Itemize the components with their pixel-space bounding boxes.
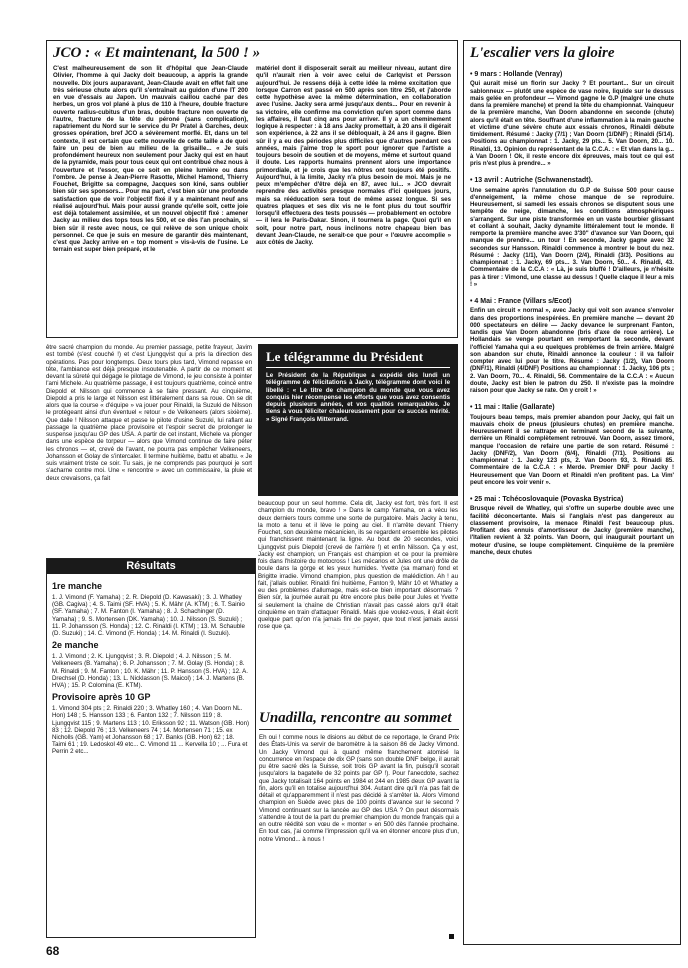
telegramme-title: Le télégramme du Président <box>266 349 424 364</box>
escalier-section-head: • 13 avril : Autriche (Schwanenstadt). <box>470 177 593 185</box>
escalier-box <box>463 40 681 945</box>
telegramme-rule <box>266 367 450 368</box>
manche1-results: 1. J. Vimond (F. Yamaha) ; 2. R. Diepold (D. Kawasaki) ; 3. J. Whatley (GB. Cagiva) ; 4. S. Taimi (SF. HVA) ; 5. K. Mähr (A. KTM) ; 6. T. Sainio (SF. Yamaha) ; 7. M. Fanton (I. Yamaha) ; 8. J. Schachinger (D. Yamaha) ; 9. S. Mortensen (DK. Yamaha) ; 10. J. Nilsson (S. Suzuki) ; 11. P. Johansson (S. Honda) ; 12. C. Rinaldi (I. KTM) ; 13. M. Schauble (D. Suzuki) ; 14. C. Vimond (F. Honda) ; 14. M. Rinaldi (I. Suzuki). <box>52 594 245 638</box>
article-column-left: être sacré champion du monde. Au premier passage, petite frayeur, Javim est tombé (s'est couché !) et c'est Ljungqvist qui a pris la direction des opérations. Pas pour longtemps. Deux tours plus tard, Vimond repasse en tête, l'ambiance est déjà presque insoutenable. A partir de ce moment et devant la sûreté qui dégage le pilotage de Vimond, le jeu consiste à pointer l'ami Michele. Au quatrième passage, il est toujours quatrième, coincé entre Diepold et Nilsson qui commence à se faire pressant. Au cinquième, Diepold a pris le large et Nilsson est littéralement dans sa roue. On se dit alors que la course « d'équipe » va jouer pour Rinaldi, la Suzuki de Nilsson le protégeant ainsi d'un éventuel « retour » de Velkeneers (alors sixième). Que dalle ! Nilsson attaque et passe le pilote d'usine Suzuki, lui raflant au passage la quatrième place provisoire et l'espoir secret de prolonger le suspense jusqu'au GP des USA. A partir de cet instant, Michele va plonger dans une espèce de torpeur — alors que Vimond continue de faire péter les chronos — et, crevé de l'avant, ne pourra pas empêcher Velkeneers, Johansson et Golay de s'intercaler. Il termine huitième, battu et abattu. « Je suis vraiment triste ce soir. Tu sais, je ne comprends pas pourquoi je sort s'acharne contre moi. Une « rencontre » avec un commissaire, la pluie et deux crevaisons, ça fait <box>46 344 252 482</box>
resultats-title: Résultats <box>47 559 255 574</box>
escalier-section-head: • 25 mai : Tchécoslovaquie (Povaska Bystrica) <box>470 496 624 503</box>
telegramme-box <box>258 344 458 496</box>
page-number: 68 <box>46 944 60 958</box>
escalier-section <box>470 404 674 486</box>
article-column-middle: beaucoup pour un seul homme. Cela dit, Jacky est fort, très fort. Il est champion du monde, bravo ! » Dans le camp Yamaha, on a vécu les deux derniers tours comme une sorte de purgatoire. Mais Jacky à tenu, la moto a tenu et il lève le poing au ciel. Il n'arrête devant Thierry Fouchet, son deuxième mécanicien, ils se regardent ensemble les pilotes qui franchissent maintenant la ligne. Au bout de 20 secondes, voici Ljungqvist puis Diepold (crevé de l'arrière !) et enfin Nilsson. Ça y est, Jacky est champion, un Français est champion et ce pour la première fois dans l'histoire du motocross ! Les mécanos et Jules ont une drôle de boule dans la gorge et les yeux humides. Yvette (sa maman) fond et Brigitte irradie. Vimond champion, plus question de malédiction. Ah ! au fait, j'allais oublier. Rinaldi fini huitième, Fanton 9, Mähr 10 et Whatley a eu des problèmes d'allumage, mais est-ce bien important désormais ? Bien sûr, la journée aurait pu être encore plus belle pour Jules et Yvette si seulement la chaîne de Christian n'avait pas cassé alors qu'il était cinquième en train d'attaquer Rinaldi. Mais que voulez-vous, il était écrit quelque part qu'on n'a jamais fini de payer, que tout n'est jamais aussi rose que ça. <box>258 500 458 631</box>
yamaha-watermark-logo <box>300 540 390 630</box>
escalier-section-body: Une semaine après l'annulation du G.P de Suisse 500 pour cause d'enneigement, la même chose manque de se reproduire. Heureusement, si samedi les essais chronos se disputent sous une tempête de neige, dimanche, les conditions atmosphériques s'arrangent. Sur une piste transformée en un vaste bourbier glissant et collant à souhait, Jacky dynamite littéralement tout le monde. Il remporte la première manche avec 3'30" d'avance sur Van Doorn, qui manque de prendre... un tour ! En seconde, Jacky gagne avec 32 secondes sur Hansson. Rinaldi commence à montrer le bout du nez. Résumé : Jacky (1/1), Van Doorn (2/4), Rinaldi (3/3). Positions au championnat : 1. Jacky, 69 pts... 3. Van Doorn, 50... 4. Rinaldi, 43. Commentaire de la C.C.A : « Là, je suis bluffé ! D'ailleurs, je n'hésite pas à tirer : Vimond, une classe au dessus ! Quelle claque il leur a mis ! » <box>470 186 674 288</box>
escalier-section-head: • 4 Mai : France (Villars s/Ecot) <box>470 298 572 305</box>
escalier-section-body: Brusque réveil de Whatley, qui s'offre un superbe double avec une facilité déconcertante. Mais si l'anglais n'est pas dangereux au classement provisoire, la menace Rinaldi l'est beaucoup plus. Profitant des ennuis d'amortisseur de Jacky (première manche), l'Italien revient à 32 points. Van Doorn, qui inaugurait pourtant un moteur d'usine, se loupe complètement. Cinquième de la première manche, deux chutes <box>470 505 674 556</box>
jco-col1: C'est malheureusement de son lit d'hôpital que Jean-Claude Olivier, l'homme à qui Jacky doit beaucoup, a appris la grande nouvelle. Dix jours auparavant, Jean-Claude avait en effet fait une très sérieuse chute alors qu'il s'entraînait au guidon d'une IT 200 en vue d'essais au Japon. Un mauvais caillou caché par des herbes, un gros vol plané à plus de 110 à l'heure, double fracture ouverte radius-cubitus d'un bras, double fracture non ouverte de l'autre, fracture de la tête du péroné (sans complication), rapatriement du Nord sur le service du Pr Pratel à Garches, deux grosses opération, bref JCO a sévèrement morflé. Et, dans un tel contexte, il est certain que cette nouvelle de cette taille a de quoi faire un peu de bien au milieu de la grisaille... « Je suis profondément heureux non seulement pour Jacky qui est en haut de la pyramide, mais pour tous ceux qui ont contribué chez nous à l'ouverture et l'essor, que ce soit en pleine lumière ou dans l'ombre. Je pense à Jean-Pierre Rasotte, Michel Hamond, Thierry Fouchet, Brigitte sa compagne, Jacques son kiné, sans oublier bien sûr ses sponsors... Pour ma part, c'est bien sûr une profonde satisfaction que de voir l'objectif fixé il y a maintenant neuf ans réalisé aujourd'hui. Mais pour aussi grande qu'elle soit, cette joie est déjà totalement assimilée, et un nouvel objectif fixé : amener Jacky au milieu des tops tous les 500, et ce dès l'an prochain, si bien sûr il reste avec nous, ce qui relève de son unique choix personnel. Ce que je suis en mesure de garantir dès maintenant, c'est que Jacky arrive en « top moment » vis-à-vis de l'usine. Le terrain est super bien préparé, et le <box>53 65 248 254</box>
escalier-section <box>470 177 674 288</box>
escalier-section-body: Enfin un circuit « normal », avec Jacky qui voit son avance s'envoler dans des proportions inespérées. En première manche — devant 20 000 spectateurs en délire — Jacky devance le surprenant Fanton, tandis que Van Doorn abandonne (bris d'axe de roue arrière). Le Hollandais se venge pourtant en remportant la seconde, devant l'officiel Yamaha qui a eu quelques problèmes de frein arrière. Malgré son abandon sur chute, Rinaldi annonce la couleur : il va falloir compter avec lui pour le titre. Résumé : Jacky (1/2), Van Doorn (DNF/1), Rinaldi (4/DNF) Positions au championnat : 1. Jacky, 106 pts ; 2. Van Doorn, 70... 4. Rinaldi, 56. Commentaire de la C.C.A : « Aucun doute, Jacky est bien le patron du 250. Il n'existe pas la moindre raison pour que Jacky se rate. On y croit ! » <box>470 307 674 394</box>
jco-columns <box>53 65 451 337</box>
unadilla-body: Eh oui ! comme nous le disions au début de ce reportage, le Grand Prix des États-Unis va servir de baromètre à la saison 86 de Jacky Vimond. Un Jacky Vimond qui à quand même franchement atomisé la concurrence en l'espace de dix GP (sans son double DNF belge, il aurait pu être sacré dès la Suisse, soit trois GP avant la fin, puisqu'il scorait jusqu'alors la bagatelle de 32 points par GP !). Pour l'anecdote, sachez que Jacky totalisait 164 points en 1984 et 244 en 1985 deux GP avant la fin, alors qu'il en totalise aujourd'hui 304. Autant dire qu'il n'a pas fait de détail et qu'apparemment il n'est pas décidé à s'arrêter là. Alors Vimond champion en Suède avec plus de 100 points d'avance sur le second ? Vimond continuant sur la lancée au GP des USA ? On peut désormais s'attendre à tout de la part du premier champion du monde français qui a en outre réédité son vœu de « monter » en 500 dès l'année prochaine. En tout cas, j'ai comme l'impression qu'il va en étonner encore plus d'un, notre Vimond... à nous ! <box>259 734 459 843</box>
escalier-section-body: Toujours beau temps, mais premier abandon pour Jacky, qui fait un mauvais choix de pneus (plusieurs chutes) en première manche. Heureusement il se rattrape en terminant second de la suivante, derrière un Rinaldi complètement retrouvé. Van Doorn, assez timoré, manque l'occasion de refaire une partie de son retard. Résumé : Jacky (DNF/2), Van Doorn (6/4), Rinaldi (7/1). Positions au championnat : 1. Jacky 123 pts, 2. Van Doorn 93, 3. Rinaldi 85. Commentaire de la C.C.A : « Merde. Premier DNF pour Jacky ! Heureusement que Van Doorn et Rinaldi n'en profitent pas. La Vim' peut encore les voir venir ». <box>470 413 674 486</box>
manche2-results: 1. J. Vimond ; 2. K. Ljungqvist ; 3. R. Diepold ; 4. J. Nilsson ; 5. M. Velkeneers (B. Yamaha) ; 6. P. Johansson ; 7. M. Golay (S. Honda) ; 8. M. Rinaldi ; 9. M. Fanton ; 10. K. Mähr ; 11. P. Hansson (S. HVA) ; 12. A. Drechsel (D. Honda) ; 13. L. Nicklasson (S. Maicol) ; 14. J. Martens (B. HVA) ; 15. P. Colomina (E. KTM). <box>52 653 248 690</box>
jco-col2: matériel dont il disposerait serait au meilleur niveau, autant dire qu'il n'aurait rien à voir avec celui de Carlqvist et Persson aujourd'hui. Je ressens déjà à cette idée la même excitation que lorsque Carron est passé en 500 après son titre 250, et j'aborde cette hypothèse avec la même détermination, en collaboration avec l'usine. Jacky sera armé jusqu'aux dents... Pour en revenir à sa victoire, elle confirme ma conviction qu'en sport comme dans les affaires, il faut cinq ans pour arriver. Il y a un cheminement logique à respecter : à 18 ans Jacky promettait, à 20 ans il digérait son expérience, à 22 ans il se débloquait, à 24 ans il gagne. Bien sûr il y a eu des périodes plus difficiles que d'autres pendant ces années, mais j'aime trop le sport pour ignorer que l'artiste a toujours besoin de soutien et de moyens, même et surtout quand il doute. Les rapports humains prennent alors une importance primordiale, et je crois que les nôtres ont toujours été positifs. Aujourd'hui, à la limite, Jacky n'a plus besoin de moi. Mais je ne peux m'empêcher d'être déjà en 87, avec lui... » JCO devrait reprendre des activités presque normales d'ici quelques jours, mais sa rééducation sera tout de même assez longue. Si ses quatres plaques et ses dix vis ne le font plus du tout souffrir lorsqu'il effectuera des tests poussés — probablement en octobre — il lera le Paris-Dakar. Sinon, il tournera la page. Quoi qu'il en soit, pour notre part, nous inclinons notre chapeau bien bas devant Jean-Claude, ne serait-ce que pour « l'œuvre accomplie » aux côtés de Jacky. <box>256 65 451 246</box>
jco-box <box>46 40 458 338</box>
manche1-heading: 1re manche <box>52 581 103 591</box>
escalier-section <box>470 496 674 556</box>
resultats-content <box>47 574 255 760</box>
escalier-section-body: Qui aurait misé un florin sur Jacky ? Et pourtant... Sur un circuit sablonneux — plutôt une espèce de vase noire, liquide sur le dessus mais gelée en profondeur — Vimond gagne le G.P (malgré une chute dans la première manche) et prend la tête du championnat. Vainqueur de la première manche, Van Doorn abandonne en seconde (chute) alors qu'il était en tête. Souffrant d'une inflammation à la main gauche et victime d'une sévère chute aux essais chronos, Rinaldi débute timidement. Résumé : Jacky (7/1) ; Van Doorn (1/DNF) ; Rinaldi (5/14). Positions au championnat : 1. Jacky, 29 pts... 5. Van Doorn, 20... 10. Rinaldi, 13. Opinion du représentant de la C.C.A. : « Et vlan dans la g... à Van Doorn ! Ok, il reste encore dix épreuves, mais tout ce qui est pris n'est plus à prendre... » <box>470 80 674 167</box>
escalier-title: L'escalier vers la gloire <box>470 45 615 61</box>
escalier-section-head: • 9 mars : Hollande (Venray) <box>470 71 563 78</box>
jco-title: JCO : « Et maintenant, la 500 ! » <box>53 45 261 61</box>
escalier-section <box>470 71 674 167</box>
resultats-box <box>46 558 256 938</box>
provisoire-heading: Provisoire après 10 GP <box>52 692 151 703</box>
unadilla-title: Unadilla, rencontre au sommet <box>259 710 459 730</box>
manche2-heading: 2e manche <box>52 640 99 651</box>
escalier-section-head: • 11 mai : Italie (Gallarate) <box>470 404 555 412</box>
escalier-body <box>470 71 674 556</box>
telegramme-body: Le Président de la République a expédié dès lundi un télégramme de félicitations à Jacky, télégramme dont voici le libellé : « Le titre de champion du monde que vous avez conquis hier récompense les efforts que vous avez consentis depuis plusieurs années, et vos qualités remarquables. Je tiens à vous féliciter chaleureusement pour ce succès mérité. » Signé François Mitterrand. <box>266 372 450 423</box>
escalier-section <box>470 298 674 394</box>
provisoire-results: 1. Vimond 304 pts ; 2. Rinaldi 220 ; 3. Whatley 160 ; 4. Van Doorn NL. Hon) 148 ; 5. Hansson 133 ; 6. Fanton 132 ; 7. Nilsson 119 ; 8. Ljungqvist 115 ; 9. Martens 113 ; 10. Eriksson 92 ; 11. Watson (GB. Hon) 83 ; 12. Diepold 76 ; 13. Velkeneers 74 ; 14. Mortensen 71 ; 15. ex Nicholls (GB. Yam) et Johansson 68 ; 17. Banks (GB. Hon) 62 ; 18. Taimi 61 ; 19. Ledoskol 49 etc... C. Vimond 11 ... Kervella 10 ; ... Fura et Perrin 2 etc... <box>52 705 250 756</box>
end-mark <box>449 934 454 939</box>
